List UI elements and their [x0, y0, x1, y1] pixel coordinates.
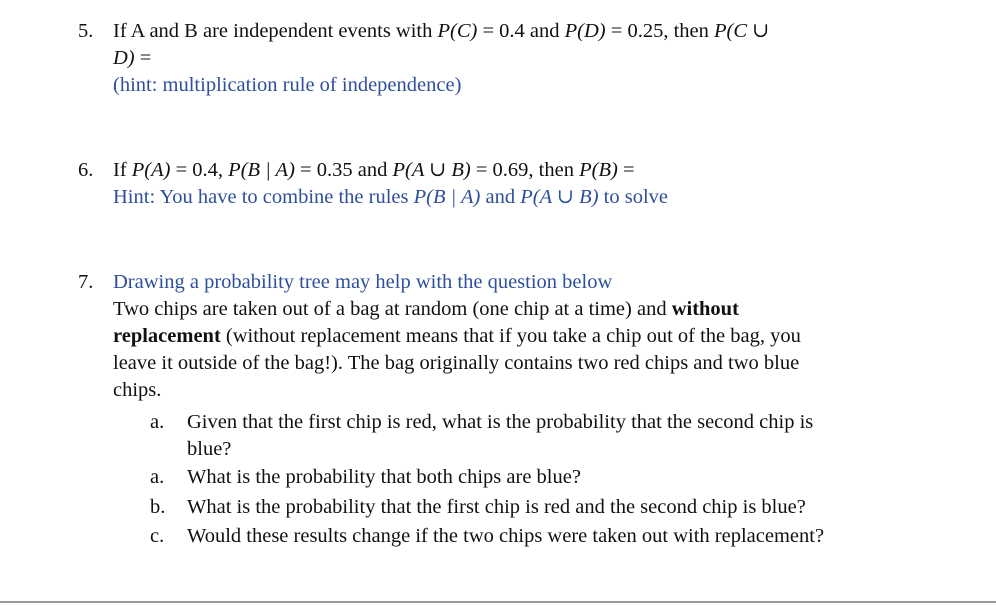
question-text-cont: leave it outside of the bag!). The bag originally contains two red chips and two blue — [113, 352, 800, 374]
question-text-cont: D) = — [113, 47, 152, 69]
question-text: If A and B are independent events with P(C) = 0.4 and P(D) = 0.25, then P(C ∪ — [113, 20, 770, 42]
bottom-divider — [0, 601, 996, 603]
question-text-cont: replacement (without replacement means that if you take a chip out of the bag, you — [113, 325, 801, 347]
sub-question-text: What is the probability that both chips are blue? — [187, 466, 581, 488]
sub-question-text: What is the probability that the first chip is red and the second chip is blue? — [187, 496, 806, 518]
hint-text: Drawing a probability tree may help with the question below — [113, 271, 613, 293]
question-number: 6. — [78, 159, 94, 181]
sub-question-label: b. — [150, 496, 166, 518]
question-text: Two chips are taken out of a bag at random (one chip at a time) and without — [113, 298, 739, 320]
hint-text: (hint: multiplication rule of independence) — [113, 74, 462, 96]
sub-question-label: c. — [150, 525, 165, 547]
sub-question-label: a. — [150, 466, 165, 488]
sub-question-text-cont: blue? — [187, 438, 232, 460]
sub-question-text: Would these results change if the two chips were taken out with replacement? — [187, 525, 825, 547]
sub-question-text: Given that the first chip is red, what is the probability that the second chip is — [187, 411, 814, 433]
question-text-cont: chips. — [113, 379, 162, 401]
sub-question-label: a. — [150, 411, 165, 433]
question-text: If P(A) = 0.4, P(B | A) = 0.35 and P(A ∪ B) = 0.69, then P(B) = — [113, 159, 635, 181]
hint-text: Hint: You have to combine the rules P(B | A) and P(A ∪ B) to solve — [113, 186, 668, 208]
question-number: 5. — [78, 20, 94, 42]
question-number: 7. — [78, 271, 94, 293]
